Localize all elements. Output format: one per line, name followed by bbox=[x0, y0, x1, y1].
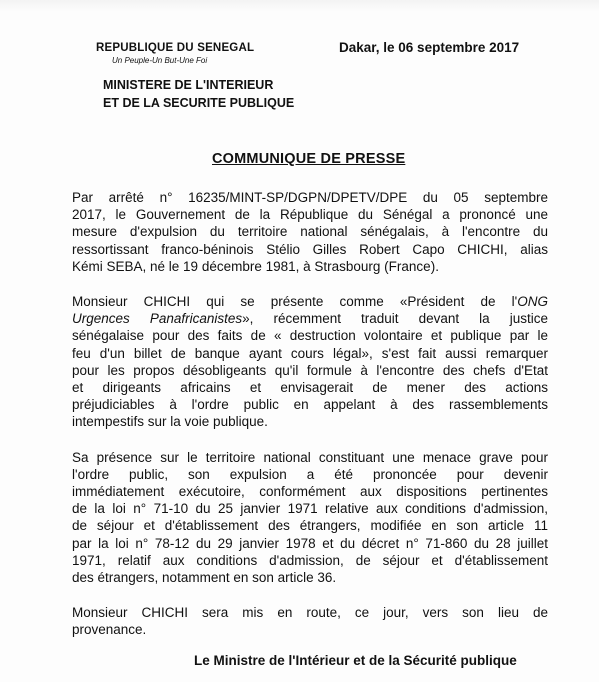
paragraph-line: par la loi n° 78-12 du 29 janvier 1978 et du décret n° 71-860 du 28 juillet bbox=[72, 535, 548, 551]
paragraph-line: ressortissant franco-béninois Stélio Gilles Robert Capo CHICHI, alias bbox=[72, 241, 548, 257]
scan-top-edge bbox=[0, 0, 599, 12]
paragraph-line: Sa présence sur le territoire national constituant une menace grave pour bbox=[72, 449, 548, 465]
paragraph-line: intempestifs sur la voie publique. bbox=[72, 414, 268, 430]
national-motto: Un Peuple-Un But-Une Foi bbox=[112, 56, 208, 65]
signature-line: Le Ministre de l'Intérieur et de la Sécurité publique bbox=[194, 653, 517, 668]
paragraph-line: Urgences Panafricanistes», récemment traduit devant la justice bbox=[72, 311, 549, 327]
paragraph-line: Monsieur CHICHI qui se présente comme «Président de l'ONG bbox=[72, 294, 548, 310]
paragraph-line: mesure d'expulsion du territoire national sénégalais, à l'encontre du bbox=[72, 224, 548, 240]
paragraph-3 bbox=[72, 449, 548, 587]
republic-heading: REPUBLIQUE DU SENEGAL bbox=[96, 42, 255, 54]
paragraph-line: provenance. bbox=[72, 622, 147, 638]
ministry-heading bbox=[103, 76, 294, 112]
paragraph-line: et dirigeants africains et envisagerait de mener des actions bbox=[72, 380, 548, 396]
paragraph-1 bbox=[72, 189, 548, 275]
paragraph-line: immédiatement exécutoire, conformément aux dispositions pertinentes bbox=[72, 484, 548, 500]
date-line: Dakar, le 06 septembre 2017 bbox=[339, 40, 520, 55]
paragraph-4 bbox=[72, 604, 548, 638]
paragraph-line: des étrangers, notamment en son article 36. bbox=[72, 570, 337, 586]
paragraph-line: 2017, le Gouvernement de la République du Sénégal a prononcé une bbox=[72, 207, 548, 223]
paragraph-line: préjudiciables à l'ordre public en appelant à des rassemblements bbox=[72, 397, 548, 413]
paragraph-line: Par arrêté n° 16235/MINT-SP/DGPN/DPETV/DPE du 05 septembre bbox=[72, 190, 548, 205]
ministry-line-2: ET DE LA SECURITE PUBLIQUE bbox=[103, 96, 295, 110]
paragraph-line: sénégalaise pour des faits de « destruction volontaire et publique par le bbox=[72, 328, 548, 344]
paragraph-line: Monsieur CHICHI sera mis en route, ce jour, vers son lieu de bbox=[72, 605, 548, 621]
paragraph-line: feu d'un billet de banque ayant cours légal», s'est fait aussi remarquer bbox=[72, 345, 548, 361]
document-body bbox=[72, 189, 548, 657]
paragraph-line: pour les propos désobligeants qu'il formule à l'encontre des chefs d'Etat bbox=[72, 362, 548, 378]
ministry-line-1: MINISTERE DE L'INTERIEUR bbox=[103, 78, 274, 92]
paragraph-line: de la loi n° 71-10 du 25 janvier 1971 relative aux conditions d'admission, bbox=[72, 501, 548, 517]
paragraph-2 bbox=[72, 293, 548, 431]
paragraph-line: 1971, relatif aux conditions d'admission, de séjour et d'établissement bbox=[72, 552, 548, 568]
paragraph-line: l'ordre public, son expulsion a été prononcée pour devenir bbox=[72, 466, 548, 482]
document-title: COMMUNIQUE DE PRESSE bbox=[212, 151, 406, 167]
paragraph-line: de séjour et d'établissement des étrangers, modifiée en son article 11 bbox=[72, 518, 548, 534]
paragraph-line: Kémi SEBA, né le 19 décembre 1981, à Strasbourg (France). bbox=[72, 258, 439, 274]
